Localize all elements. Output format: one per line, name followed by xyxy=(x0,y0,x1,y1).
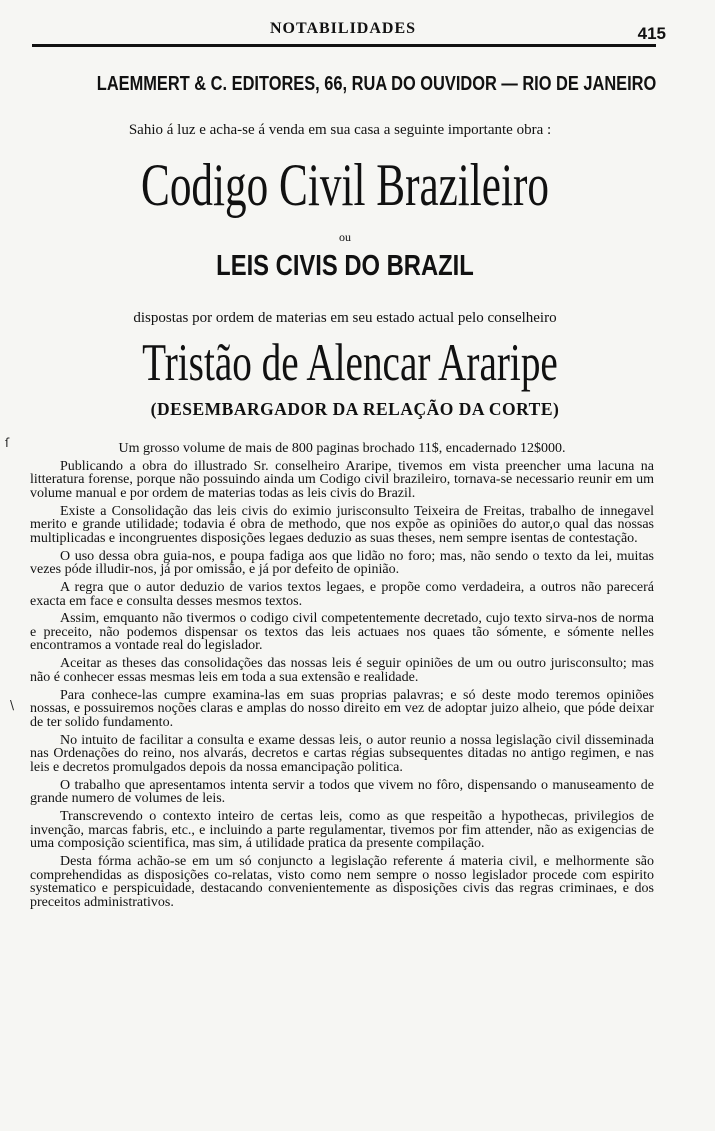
author-name: Tristão de Alencar Araripe xyxy=(142,334,558,392)
running-title: NOTABILIDADES xyxy=(269,20,417,37)
intro-line: Sahio á luz e acha-se á venda em sua casa a seguinte importante obra : xyxy=(128,122,552,138)
price-line: Um grosso volume de mais de 800 paginas brochado 11$, encadernado 12$000. xyxy=(118,441,566,456)
paragraph: Desta fórma achão-se em um só conjuncto a legislação referente á materia civil, e melhormente são comprehendidas as disposições co-relatas, visto como nem sempre o nosso legislador procede com espirito systematico e perspicuidade, destacando convenientemente as disposições civis das regras criminaes, e dos preceitos administrativos. xyxy=(30,853,654,910)
paragraph: O uso dessa obra guia-nos, e poupa fadiga aos que lidão no foro; mas, não sendo o texto da lei, muitas vezes póde illudir-nos, já por omissão, e já por defeito de opinião. xyxy=(30,548,654,578)
paragraph: Publicando a obra do illustrado Sr. conselheiro Araripe, tivemos em vista preencher uma lacuna na litteratura forense, porque não possuindo ainda um Codigo civil brazileiro, tornava-se necessario reunir em um volume manual e por ordem de materias todas as leis civis do Brazil. xyxy=(30,458,654,501)
page-number: 415 xyxy=(637,24,666,43)
paragraph: Assim, emquanto não tivermos o codigo civil competentemente decretado, cujo texto sirva-nos de norma e preceito, não podemos dispensar os textos das leis actuaes nos quaes tão sómente, e sómente nelles encontramos a vontade real do legislador. xyxy=(30,611,654,654)
paragraph: O trabalho que apresentamos intenta servir a todos que vivem no fôro, dispensando o manuseamento de grande numero de volumes de leis. xyxy=(30,777,654,807)
publisher-line: LAEMMERT & C. EDITORES, 66, RUA DO OUVIDOR — RIO DE JANEIRO xyxy=(96,72,657,95)
title-connector: ou xyxy=(339,230,351,244)
paragraph: Para conhece-las cumpre examina-las em suas proprias palavras; e só deste modo teremos opiniões nossas, e possuiremos noções claras e amplas do nosso direito em vez de adoptar juizo alheio, que póde deixar de ter solido fundamento. xyxy=(30,687,654,730)
book-title: Codigo Civil Brazileiro xyxy=(141,152,549,218)
paragraph: No intuito de facilitar a consulta e exame dessas leis, o autor reunio a nossa legislação civil disseminada nas Ordenações do reino, nos alvarás, decretos e cartas régias subsequentes ditadas no antigo regimen, e nas leis e decretos promulgados depois da nossa emancipação politica. xyxy=(30,732,654,775)
author-title: (DESEMBARGADOR DA RELAÇÃO DA CORTE) xyxy=(150,399,560,419)
book-subtitle: LEIS CIVIS DO BRAZIL xyxy=(216,250,474,282)
header-rule xyxy=(32,44,656,47)
disposed-line: dispostas por ordem de materias em seu estado actual pelo conselheiro xyxy=(133,310,557,326)
margin-tick-icon: ſ xyxy=(5,436,10,450)
body-text xyxy=(30,442,654,913)
paragraph: A regra que o autor deduzio de varios textos legaes, e propõe como verdadeira, a outros não parecerá exacta em face e consulta desses mesmos textos. xyxy=(30,579,654,609)
running-head xyxy=(28,18,666,43)
paragraph: Existe a Consolidação das leis civis do eximio jurisconsulto Teixeira de Freitas, trabalho de innegavel merito e grande utilidade; todavia é obra de methodo, que nos expõe as opiniões do autor,o qual das nossas multiplicadas e incongruentes disposições legaes deduzio as suas theses, nem sempre isentas de contestação. xyxy=(30,503,654,546)
paragraph: Transcrevendo o contexto inteiro de certas leis, como as que respeitão a hypothecas, privilegios de invenção, marcas fabris, etc., e incluindo a parte regulamentar, tivemos por fim attender, não as exigencias de uma composição scientifica, mas sim, á utilidade pratica da presente compilação. xyxy=(30,808,654,852)
paragraph: Aceitar as theses das consolidações das nossas leis é seguir opiniões de um ou outro jurisconsulto; mas não é conhecer essas mesmas leis em toda a sua extensão e realidade. xyxy=(30,656,654,685)
margin-tick-icon: \ xyxy=(10,698,15,712)
